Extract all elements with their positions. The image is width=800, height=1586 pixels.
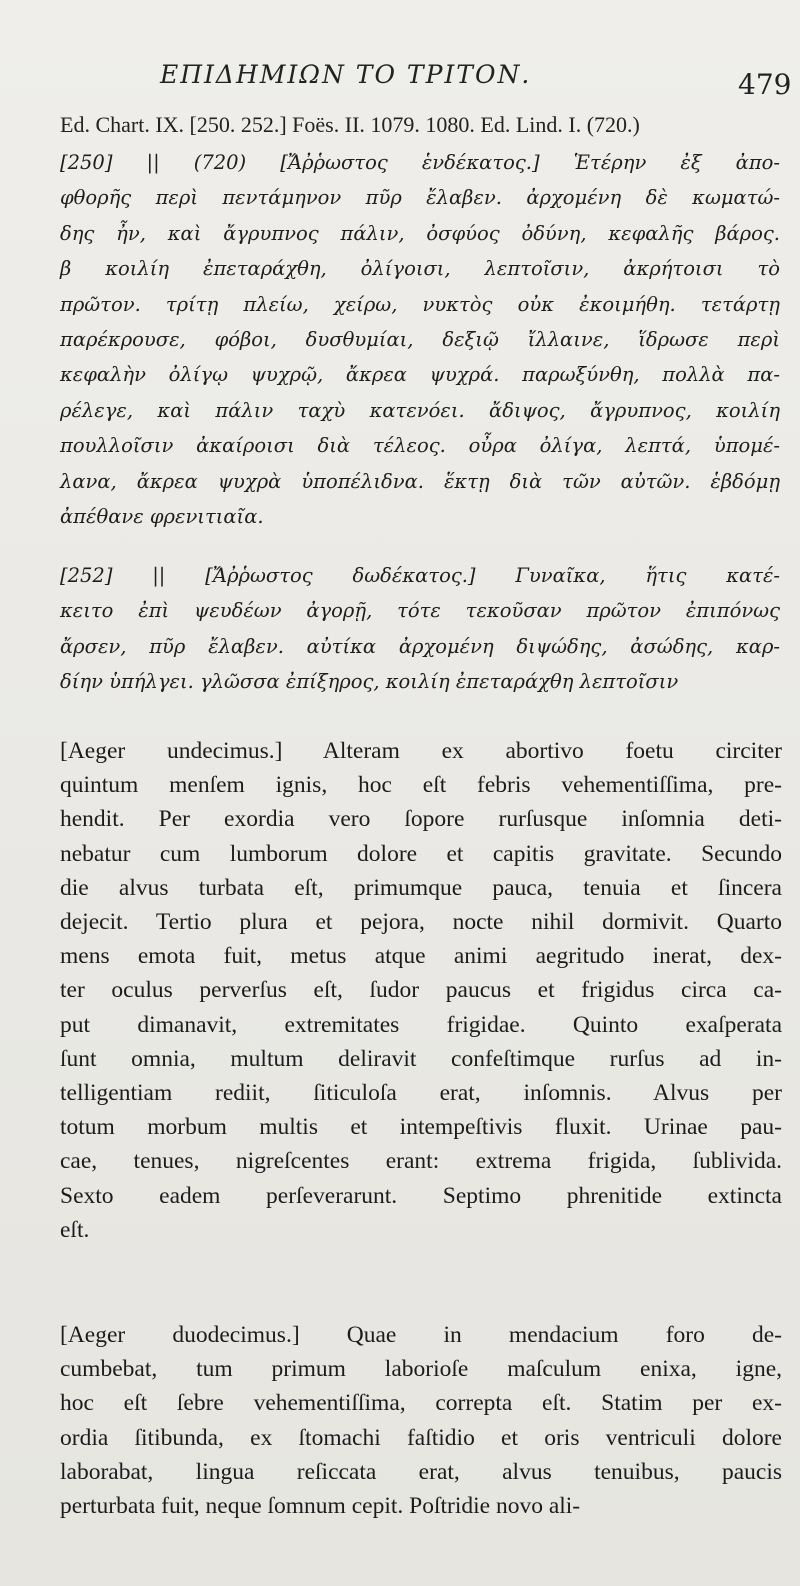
text-line: κεφαλὴν ὀλίγῳ ψυχρῷ, ἄκρεα ψυχρά. παρωξύνθη, πολλὰ πα-	[60, 363, 780, 387]
text-line: cae, tenues, nigreſcentes erant: extrema frigida, ſublivida.	[60, 1148, 782, 1175]
text-line: πρῶτον. τρίτῃ πλείω, χείρω, νυκτὸς οὐκ ἐκοιμήθη. τετάρτῃ	[60, 292, 780, 316]
text-line: hendit. Per exordia vero ſopore rurſusque inſomnia deti-	[60, 806, 782, 833]
text-line: λανα, ἄκρεα ψυχρὰ ὑποπέλιδνα. ἕκτῃ διὰ τῶν αὐτῶν. ἑβδόμῃ	[60, 469, 780, 493]
text-line: ſunt omnia, multum deliravit confeſtimque rurſus ad in-	[60, 1045, 782, 1072]
text-line: φθορῆς περὶ πεντάμηνον πῦρ ἔλαβεν. ἀρχομένη δὲ κωματώ-	[60, 186, 780, 210]
text-line: δης ἦν, καὶ ἄγρυπνος πάλιν, ὀσφύος ὀδύνη, κεφαλῆς βάρος.	[60, 221, 780, 245]
latin-text-case-twelve	[60, 1318, 782, 1523]
latin-text-case-eleven	[60, 734, 782, 1247]
text-line: πουλλοῖσιν ἀκαίροισι διὰ τέλεος. οὖρα ὀλίγα, λεπτά, ὑπομέ-	[60, 434, 780, 458]
text-line: παρέκρουσε, φόβοι, δυσθυμίαι, δεξιῷ ἴλλαινε, ἵδρωσε περὶ	[60, 328, 780, 352]
running-head	[0, 0, 800, 110]
text-line: laborabat, lingua reſiccata erat, alvus tenuibus, paucis	[60, 1458, 782, 1485]
greek-text-case-twelve	[60, 558, 780, 700]
text-line: ordia ſitibunda, ex ſtomachi faſtidio et oris ventriculi dolore	[60, 1424, 782, 1451]
text-line: cumbebat, tum primum laborioſe maſculum enixa, igne,	[60, 1356, 782, 1383]
running-title: ΕΠΙΔΗΜΙΩΝ ΤΟ ΤΡΙΤΟΝ.	[160, 60, 532, 89]
text-line: hoc eſt ſebre vehementiſſima, correpta eſt. Statim per ex-	[60, 1390, 782, 1417]
text-line: [Aeger undecimus.] Alteram ex abortivo foetu circiter	[60, 738, 782, 764]
text-line: ἄρσεν, πῦρ ἔλαβεν. αὐτίκα ἀρχομένη διψώδης, ἀσώδης, καρ-	[60, 634, 780, 658]
text-line: Sexto eadem perſeverarunt. Septimo phrenitide extincta	[60, 1182, 782, 1209]
text-line: β κοιλίη ἐπεταράχθη, ὀλίγοισι, λεπτοῖσιν, ἀκρήτοισι τὸ	[60, 257, 780, 281]
text-line: δίην ὑπήλγει. γλῶσσα ἐπίξηρος, κοιλίη ἐπεταράχθη λεπτοῖσιν	[60, 670, 679, 694]
text-line: [252] || [Ἄῤῥωστος δωδέκατος.] Γυναῖκα, ἥτις κατέ-	[60, 564, 780, 587]
text-line: [Aeger duodecimus.] Quae in mendacium foro de-	[60, 1322, 782, 1348]
text-line: totum morbum multis et intempeſtivis fluxit. Urinae pau-	[60, 1114, 782, 1141]
text-line: ἀπέθανε φρενιτιαῖα.	[60, 505, 264, 529]
text-line: ρέλεγε, καὶ πάλιν ταχὺ κατενόει. ἄδιψος, ἄγρυπνος, κοιλίη	[60, 398, 780, 422]
text-line: [250] || (720) [Ἄῤῥωστος ἑνδέκατος.] Ἑτέρην ἐξ ἀπο-	[60, 151, 780, 174]
edition-reference-line: Ed. Chart. IX. [250. 252.] Foës. II. 1079. 1080. Ed. Lind. I. (720.)	[60, 112, 640, 137]
text-line: mens emota fuit, metus atque animi aegritudo inerat, dex-	[60, 943, 782, 970]
text-line: telligentiam rediit, ſiticuloſa erat, inſomnis. Alvus per	[60, 1080, 782, 1107]
text-line: eſt.	[60, 1216, 90, 1243]
text-line: ter oculus perverſus eſt, ſudor paucus et frigidus circa ca-	[60, 977, 782, 1004]
text-line: perturbata fuit, neque ſomnum cepit. Poſtridie novo ali-	[60, 1493, 581, 1520]
text-line: die alvus turbata eſt, primumque pauca, tenuia et ſincera	[60, 874, 782, 901]
text-line: nebatur cum lumborum dolore et capitis gravitate. Secundo	[60, 840, 782, 867]
text-line: quintum menſem ignis, hoc eſt febris vehementiſſima, pre-	[60, 772, 782, 799]
text-line: put dimanavit, extremitates frigidae. Quinto exaſperata	[60, 1011, 782, 1038]
greek-text-case-eleven	[60, 145, 780, 534]
text-line: κειτο ἐπὶ ψευδέων ἀγορῇ, τότε τεκοῦσαν πρῶτον ἐπιπόνως	[60, 599, 780, 623]
page-number: 479	[738, 68, 792, 101]
text-line: dejecit. Tertio plura et pejora, nocte nihil dormivit. Quarto	[60, 909, 782, 936]
